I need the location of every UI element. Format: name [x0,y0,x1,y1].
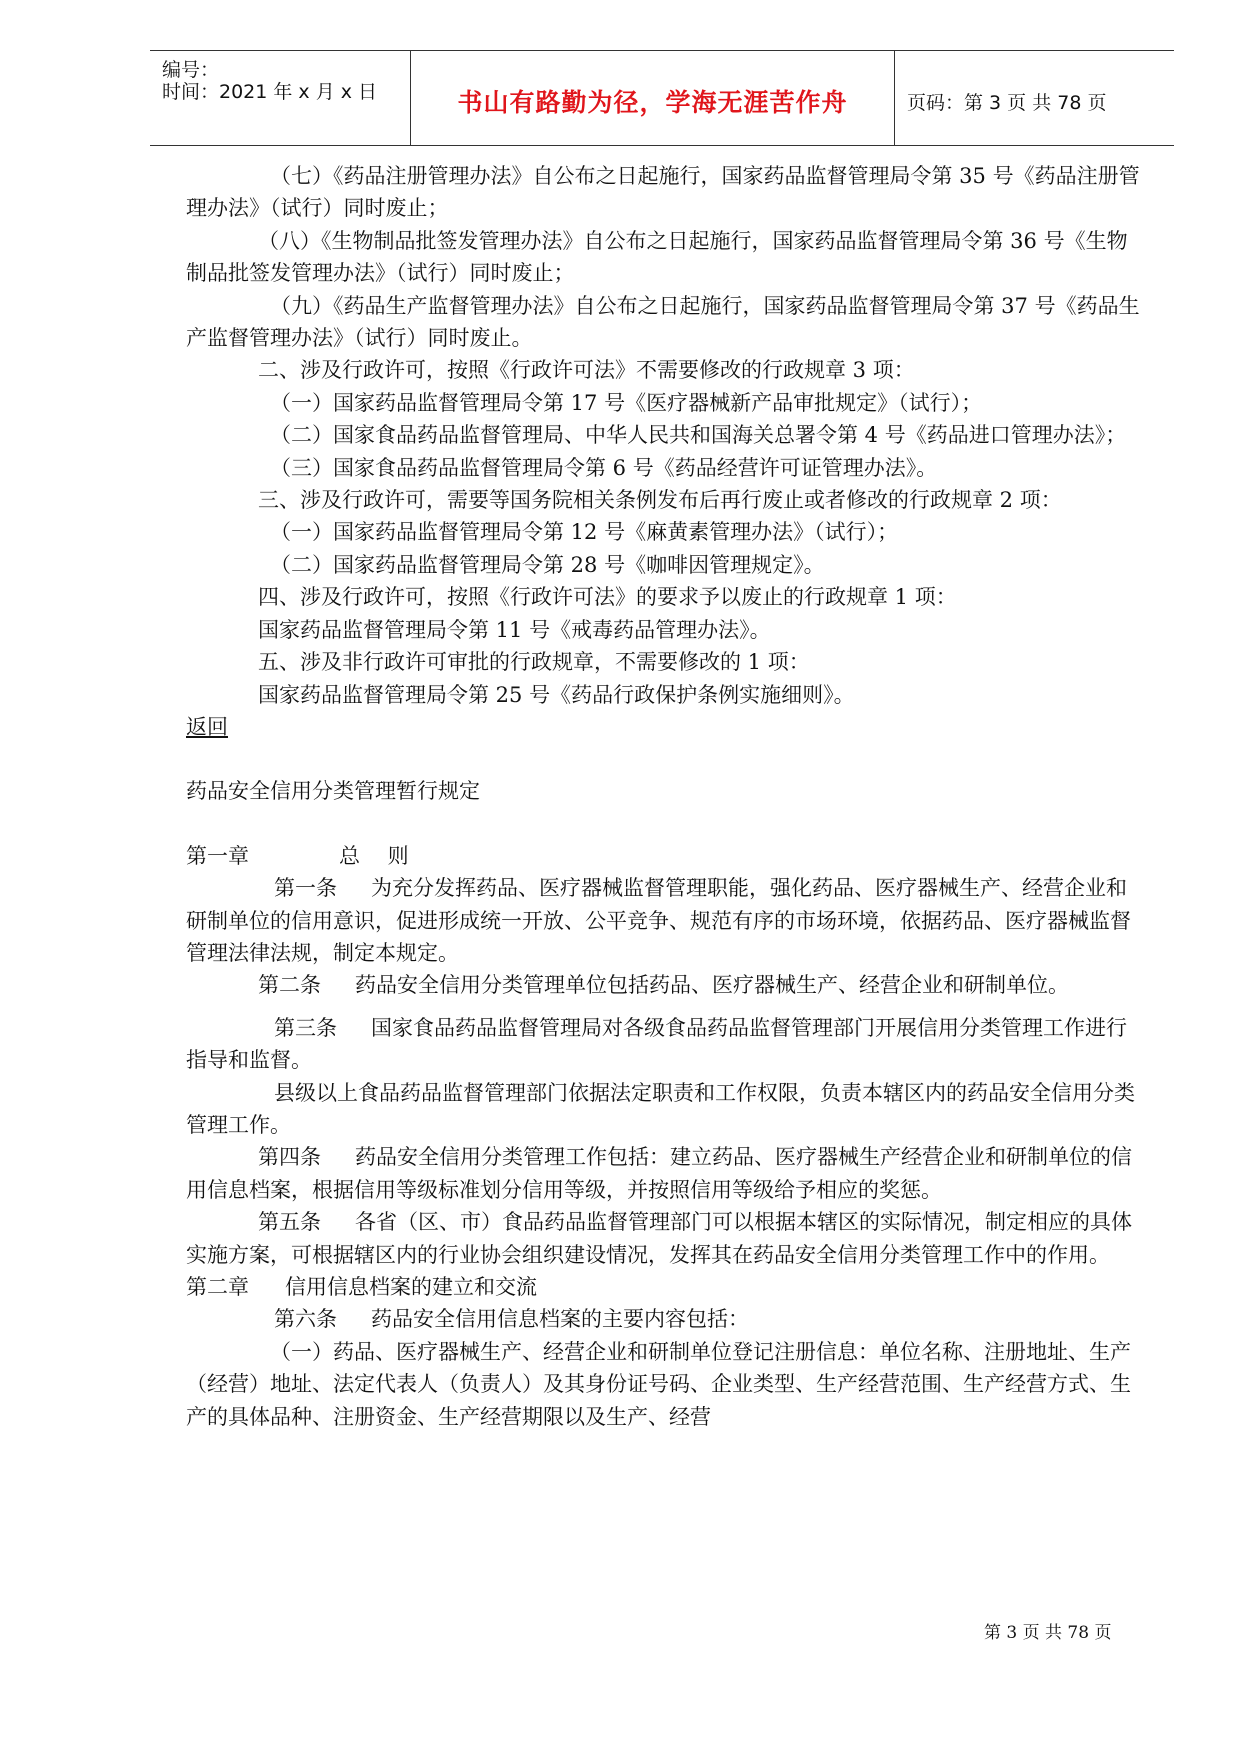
paragraph: （三）国家食品药品监督管理局令第 6 号《药品经营许可证管理办法》。 [270,455,938,480]
document-number: 编号： [162,59,220,81]
article-label: 第六条 [274,1307,337,1332]
paragraph: （九）《药品生产监督管理办法》自公布之日起施行，国家药品监督管理局令第 37 号《药品生产监督管理办法》（试行）同时废止。 [186,293,1140,351]
paragraph: （二）国家食品药品监督管理局、中华人民共和国海关总署令第 4 号《药品进口管理办法》； [270,423,1127,448]
header-info-cell [150,51,410,145]
article-label: 第二条 [258,973,321,998]
chapter-heading [186,840,1146,872]
chapter-title: 信用信息档案的建立和交流 [285,1275,537,1299]
paragraph: 二、涉及行政许可，按照《行政许可法》不需要修改的行政规章 3 项： [258,358,915,383]
article-label: 第三条 [274,1015,337,1040]
document-title: 药品安全信用分类管理暂行规定 [186,779,480,804]
document-body [186,160,1146,1433]
paragraph: （一）国家药品监督管理局令第 17 号《医疗器械新产品审批规定》（试行）； [270,390,983,415]
article-text: 药品安全信用信息档案的主要内容包括： [371,1307,749,1332]
chapter-title: 总 则 [339,843,409,868]
page-footer: 第 3 页 共 78 页 [984,1623,1112,1643]
paragraph: 五、涉及非行政许可审批的行政规章，不需要修改的 1 项： [258,650,810,675]
paragraph: （一）药品、医疗器械生产、经营企业和研制单位登记注册信息：单位名称、注册地址、生产（经营）地址、法定代表人（负责人）及其身份证号码、企业类型、生产经营范围、生产经营方式、生产的具体品种、注册资金、生产经营期限以及生产、经营 [186,1339,1131,1429]
header-motto: 书山有路勤为径，学海无涯苦作舟 [457,88,848,117]
article [186,1141,1146,1206]
article-text: 药品安全信用分类管理单位包括药品、医疗器械生产、经营企业和研制单位。 [355,973,1069,998]
header-page-code: 页码：第 3 页 共 78 页 [907,92,1107,114]
paragraph: （七）《药品注册管理办法》自公布之日起施行，国家药品监督管理局令第 35 号《药品注册管理办法》（试行）同时废止； [186,164,1140,221]
paragraph: （二）国家药品监督管理局令第 28 号《咖啡因管理规定》。 [270,552,825,577]
paragraph: （一）国家药品监督管理局令第 12 号《麻黄素管理办法》（试行）； [270,520,899,545]
chapter-heading [186,1271,1146,1303]
article-text: 为充分发挥药品、医疗器械监督管理职能，强化药品、医疗器械生产、经营企业和研制单位的信用意识，促进形成统一开放、公平竞争、规范有序的市场环境，依据药品、医疗器械监督管理法律法规，制定本规定。 [186,876,1131,965]
article-label: 第四条 [258,1145,321,1170]
article-text: 各省（区、市）食品药品监督管理部门可以根据本辖区的实际情况，制定相应的具体实施方案，可根据辖区内的行业协会组织建设情况，发挥其在药品安全信用分类管理工作中的作用。 [186,1210,1132,1267]
page-header [150,50,1174,146]
document-date: 时间：2021 年 x 月 x 日 [162,81,378,103]
article [186,969,1146,1001]
return-link[interactable]: 返回 [186,714,228,739]
article [186,1303,1146,1335]
article-label: 第五条 [258,1210,321,1235]
chapter-label: 第二章 [186,1275,249,1299]
article-label: 第一条 [274,876,337,901]
article [186,1206,1146,1271]
header-motto-cell [410,51,895,145]
chapter-label: 第一章 [186,843,249,868]
article [186,872,1146,969]
paragraph: 三、涉及行政许可，需要等国务院相关条例发布后再行废止或者修改的行政规章 2 项： [258,488,1062,513]
paragraph: 四、涉及行政许可，按照《行政许可法》的要求予以废止的行政规章 1 项： [258,585,957,610]
header-page-cell [895,51,1174,145]
paragraph: 国家药品监督管理局令第 25 号《药品行政保护条例实施细则》。 [258,682,855,707]
article-text: 国家食品药品监督管理局对各级食品药品监督管理部门开展信用分类管理工作进行指导和监督。 [186,1015,1127,1073]
paragraph: 国家药品监督管理局令第 11 号《戒毒药品管理办法》。 [258,617,771,642]
paragraph: （八）《生物制品批签发管理办法》自公布之日起施行，国家药品监督管理局令第 36 号《生物制品批签发管理办法》（试行）同时废止； [186,228,1128,286]
article-text: 药品安全信用分类管理工作包括：建立药品、医疗器械生产经营企业和研制单位的信用信息档案，根据信用等级标准划分信用等级，并按照信用等级给予相应的奖惩。 [186,1145,1132,1202]
article [186,1012,1146,1077]
paragraph: 县级以上食品药品监督管理部门依据法定职责和工作权限，负责本辖区内的药品安全信用分类管理工作。 [186,1080,1135,1137]
